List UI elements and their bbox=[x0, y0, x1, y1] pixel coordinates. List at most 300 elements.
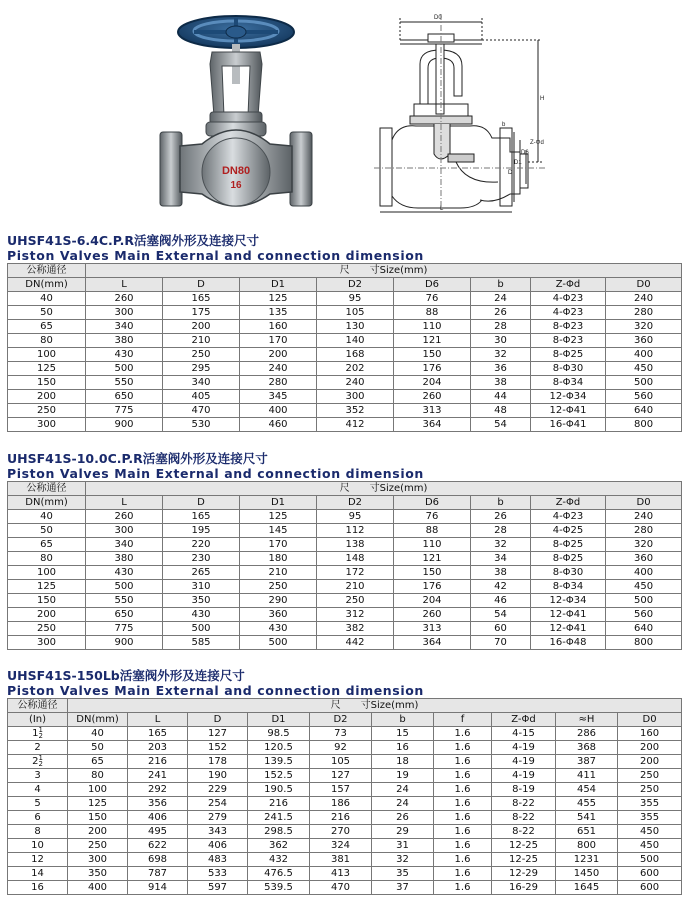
table-cell: 168 bbox=[317, 348, 394, 362]
table-cell: 300 bbox=[86, 524, 163, 538]
column-header: D bbox=[188, 713, 248, 727]
column-header: D bbox=[163, 496, 240, 510]
table-cell: 152.5 bbox=[248, 769, 310, 783]
table-cell: 360 bbox=[606, 552, 682, 566]
table-cell: 530 bbox=[163, 418, 240, 432]
table-cell: 622 bbox=[128, 839, 188, 853]
table-cell: 24 bbox=[471, 292, 531, 306]
table-cell: 210 bbox=[240, 566, 317, 580]
table-row bbox=[8, 390, 682, 404]
column-header: b bbox=[372, 713, 434, 727]
table-cell: 203 bbox=[128, 741, 188, 755]
table-cell: 73 bbox=[310, 727, 372, 741]
table-cell: 12-Φ34 bbox=[531, 390, 606, 404]
table-cell: 250 bbox=[240, 580, 317, 594]
table-cell: 165 bbox=[163, 510, 240, 524]
table-cell: 38 bbox=[471, 376, 531, 390]
table-cell: 95 bbox=[317, 292, 394, 306]
table-row bbox=[8, 510, 682, 524]
table-cell: 95 bbox=[317, 510, 394, 524]
drawing-label-l: L bbox=[440, 206, 444, 212]
table-row bbox=[8, 797, 682, 811]
table-row bbox=[8, 334, 682, 348]
table-cell: 160 bbox=[618, 727, 682, 741]
table-cell: 121 bbox=[394, 552, 471, 566]
table-row bbox=[8, 839, 682, 853]
table-cell: 8-Φ25 bbox=[531, 348, 606, 362]
row-label-cell: 100 bbox=[8, 566, 86, 580]
table-cell: 381 bbox=[310, 853, 372, 867]
table-cell: 470 bbox=[163, 404, 240, 418]
table-cell: 110 bbox=[394, 320, 471, 334]
row-label-cell: 200 bbox=[8, 608, 86, 622]
table-cell: 250 bbox=[163, 348, 240, 362]
table-cell: 229 bbox=[188, 783, 248, 797]
row-label-cell: 300 bbox=[8, 418, 86, 432]
table-row bbox=[8, 727, 682, 741]
column-header: L bbox=[86, 496, 163, 510]
table-title-cn: UHSF41S-150Lb活塞阀外形及连接尺寸 bbox=[7, 668, 245, 683]
table-cell: 170 bbox=[240, 538, 317, 552]
table-row bbox=[8, 362, 682, 376]
table-cell: 250 bbox=[317, 594, 394, 608]
table-cell: 105 bbox=[317, 306, 394, 320]
table-cell: 400 bbox=[240, 404, 317, 418]
table-cell: 195 bbox=[163, 524, 240, 538]
table-cell: 1.6 bbox=[434, 741, 492, 755]
table-row bbox=[8, 853, 682, 867]
table-cell: 12-25 bbox=[492, 853, 556, 867]
row-label-cell: 80 bbox=[8, 334, 86, 348]
table-cell: 345 bbox=[240, 390, 317, 404]
dn-header: DN(mm) bbox=[8, 496, 86, 510]
column-header: ≈H bbox=[556, 713, 618, 727]
drawing-label-d0: D0 bbox=[434, 15, 442, 21]
table-cell: 411 bbox=[556, 769, 618, 783]
size-header: 尺 寸Size(mm) bbox=[86, 482, 682, 496]
table-row bbox=[8, 292, 682, 306]
table-cell: 44 bbox=[471, 390, 531, 404]
table-cell: 176 bbox=[394, 580, 471, 594]
table-cell: 650 bbox=[86, 390, 163, 404]
dimension-table bbox=[7, 481, 682, 650]
table-title-cn: UHSF41S-10.0C.P.R活塞阀外形及连接尺寸 bbox=[7, 451, 268, 466]
row-label-cell: 4 bbox=[8, 783, 68, 797]
table-cell: 430 bbox=[163, 608, 240, 622]
table-row bbox=[8, 769, 682, 783]
table-cell: 32 bbox=[471, 538, 531, 552]
table-cell: 495 bbox=[128, 825, 188, 839]
table-row bbox=[8, 867, 682, 881]
table-cell: 30 bbox=[471, 334, 531, 348]
table-row bbox=[8, 594, 682, 608]
table-cell: 8-Φ34 bbox=[531, 376, 606, 390]
table-cell: 18 bbox=[372, 755, 434, 769]
table-cell: 430 bbox=[240, 622, 317, 636]
table-cell: 54 bbox=[471, 608, 531, 622]
table-row bbox=[8, 636, 682, 650]
table-cell: 450 bbox=[606, 362, 682, 376]
table-cell: 600 bbox=[618, 867, 682, 881]
table-cell: 405 bbox=[163, 390, 240, 404]
table-row bbox=[8, 418, 682, 432]
table-cell: 28 bbox=[471, 524, 531, 538]
table-cell: 500 bbox=[606, 376, 682, 390]
table-cell: 250 bbox=[618, 769, 682, 783]
table-row bbox=[8, 741, 682, 755]
column-header: D0 bbox=[618, 713, 682, 727]
table-cell: 12-Φ41 bbox=[531, 622, 606, 636]
table-cell: 364 bbox=[394, 636, 471, 650]
nominal-size-header: 公称通径 bbox=[8, 699, 68, 713]
table-cell: 32 bbox=[471, 348, 531, 362]
table-cell: 127 bbox=[310, 769, 372, 783]
table-cell: 200 bbox=[618, 741, 682, 755]
table-title-cn: UHSF41S-6.4C.P.R活塞阀外形及连接尺寸 bbox=[7, 233, 260, 248]
table-cell: 176 bbox=[394, 362, 471, 376]
table-cell: 139.5 bbox=[248, 755, 310, 769]
table-cell: 500 bbox=[618, 853, 682, 867]
table-cell: 500 bbox=[606, 594, 682, 608]
table-section-6-4 bbox=[7, 233, 681, 432]
table-row bbox=[8, 881, 682, 895]
table-cell: 37 bbox=[372, 881, 434, 895]
table-cell: 364 bbox=[394, 418, 471, 432]
table-row bbox=[8, 552, 682, 566]
table-cell: 1.6 bbox=[434, 867, 492, 881]
table-cell: 292 bbox=[128, 783, 188, 797]
table-cell: 54 bbox=[471, 418, 531, 432]
column-header: D1 bbox=[240, 496, 317, 510]
table-cell: 380 bbox=[86, 552, 163, 566]
drawing-label-d6: D6 bbox=[521, 150, 529, 156]
table-cell: 241.5 bbox=[248, 811, 310, 825]
table-cell: 1.6 bbox=[434, 727, 492, 741]
table-cell: 148 bbox=[317, 552, 394, 566]
table-cell: 279 bbox=[188, 811, 248, 825]
table-cell: 110 bbox=[394, 538, 471, 552]
drawing-label-b: b bbox=[502, 122, 506, 128]
table-cell: 1.6 bbox=[434, 769, 492, 783]
table-cell: 775 bbox=[86, 622, 163, 636]
table-cell: 450 bbox=[618, 825, 682, 839]
table-cell: 1.6 bbox=[434, 881, 492, 895]
dn-header: DN(mm) bbox=[68, 713, 128, 727]
table-cell: 8-22 bbox=[492, 811, 556, 825]
table-cell: 150 bbox=[394, 566, 471, 580]
row-label-cell: 5 bbox=[8, 797, 68, 811]
table-cell: 216 bbox=[128, 755, 188, 769]
row-label-cell: 125 bbox=[8, 580, 86, 594]
table-cell: 387 bbox=[556, 755, 618, 769]
column-header: Z-Φd bbox=[531, 278, 606, 292]
table-cell: 250 bbox=[618, 783, 682, 797]
column-header: D1 bbox=[240, 278, 317, 292]
table-row bbox=[8, 783, 682, 797]
table-row bbox=[8, 404, 682, 418]
table-row bbox=[8, 306, 682, 320]
table-cell: 560 bbox=[606, 390, 682, 404]
table-cell: 8-Φ30 bbox=[531, 362, 606, 376]
table-cell: 500 bbox=[240, 636, 317, 650]
table-cell: 240 bbox=[606, 292, 682, 306]
table-cell: 900 bbox=[86, 418, 163, 432]
table-cell: 152 bbox=[188, 741, 248, 755]
table-cell: 280 bbox=[606, 524, 682, 538]
table-cell: 121 bbox=[394, 334, 471, 348]
table-cell: 310 bbox=[163, 580, 240, 594]
table-row bbox=[8, 811, 682, 825]
photo-marking-pn: 16 bbox=[230, 180, 242, 191]
table-cell: 19 bbox=[372, 769, 434, 783]
table-row bbox=[8, 524, 682, 538]
table-cell: 190.5 bbox=[248, 783, 310, 797]
table-cell: 340 bbox=[86, 538, 163, 552]
table-cell: 200 bbox=[240, 348, 317, 362]
table-cell: 541 bbox=[556, 811, 618, 825]
table-cell: 270 bbox=[310, 825, 372, 839]
table-cell: 430 bbox=[86, 566, 163, 580]
drawing-label-d1: D1 bbox=[514, 160, 522, 166]
table-cell: 640 bbox=[606, 622, 682, 636]
table-cell: 32 bbox=[372, 853, 434, 867]
table-cell: 8-Φ25 bbox=[531, 538, 606, 552]
table-cell: 340 bbox=[163, 376, 240, 390]
table-cell: 1645 bbox=[556, 881, 618, 895]
table-cell: 160 bbox=[240, 320, 317, 334]
table-cell: 4-Φ23 bbox=[531, 292, 606, 306]
table-cell: 442 bbox=[317, 636, 394, 650]
table-cell: 286 bbox=[556, 727, 618, 741]
row-label-cell: 150 bbox=[8, 594, 86, 608]
table-cell: 350 bbox=[163, 594, 240, 608]
table-cell: 500 bbox=[163, 622, 240, 636]
table-cell: 476.5 bbox=[248, 867, 310, 881]
table-row bbox=[8, 755, 682, 769]
table-cell: 324 bbox=[310, 839, 372, 853]
table-cell: 120.5 bbox=[248, 741, 310, 755]
table-cell: 1.6 bbox=[434, 797, 492, 811]
table-cell: 26 bbox=[471, 306, 531, 320]
table-title-en: Piston Valves Main External and connection dimension bbox=[7, 683, 424, 698]
table-cell: 265 bbox=[163, 566, 240, 580]
table-cell: 50 bbox=[68, 741, 128, 755]
table-section-10-0 bbox=[7, 451, 681, 650]
table-cell: 430 bbox=[86, 348, 163, 362]
table-cell: 4-19 bbox=[492, 769, 556, 783]
table-cell: 24 bbox=[372, 797, 434, 811]
table-title-en: Piston Valves Main External and connection dimension bbox=[7, 466, 424, 481]
valve-section-drawing bbox=[370, 4, 585, 216]
column-header: D2 bbox=[317, 278, 394, 292]
table-cell: 900 bbox=[86, 636, 163, 650]
table-cell: 313 bbox=[394, 622, 471, 636]
table-cell: 260 bbox=[394, 390, 471, 404]
table-cell: 180 bbox=[240, 552, 317, 566]
table-cell: 80 bbox=[68, 769, 128, 783]
table-cell: 355 bbox=[618, 797, 682, 811]
table-cell: 360 bbox=[240, 608, 317, 622]
drawing-label-zd: Z-Φd bbox=[530, 140, 544, 146]
table-cell: 42 bbox=[471, 580, 531, 594]
table-cell: 230 bbox=[163, 552, 240, 566]
table-cell: 240 bbox=[240, 362, 317, 376]
dimension-table bbox=[7, 263, 682, 432]
row-label-cell: 65 bbox=[8, 320, 86, 334]
table-row bbox=[8, 825, 682, 839]
row-label-cell: 300 bbox=[8, 636, 86, 650]
table-cell: 8-Φ34 bbox=[531, 580, 606, 594]
row-label-cell: 40 bbox=[8, 510, 86, 524]
row-label-cell: 65 bbox=[8, 538, 86, 552]
table-cell: 34 bbox=[471, 552, 531, 566]
table-cell: 210 bbox=[163, 334, 240, 348]
table-cell: 254 bbox=[188, 797, 248, 811]
column-header: D0 bbox=[606, 496, 682, 510]
inch-header: (In) bbox=[8, 713, 68, 727]
table-cell: 26 bbox=[372, 811, 434, 825]
table-cell: 241 bbox=[128, 769, 188, 783]
table-cell: 914 bbox=[128, 881, 188, 895]
table-cell: 698 bbox=[128, 853, 188, 867]
table-cell: 48 bbox=[471, 404, 531, 418]
table-cell: 175 bbox=[163, 306, 240, 320]
row-label-cell: 40 bbox=[8, 292, 86, 306]
table-cell: 483 bbox=[188, 853, 248, 867]
table-cell: 170 bbox=[240, 334, 317, 348]
table-cell: 340 bbox=[86, 320, 163, 334]
table-header-row bbox=[8, 699, 682, 713]
row-label-cell: 250 bbox=[8, 404, 86, 418]
table-cell: 200 bbox=[163, 320, 240, 334]
table-cell: 8-Φ30 bbox=[531, 566, 606, 580]
table-cell: 100 bbox=[68, 783, 128, 797]
table-cell: 400 bbox=[68, 881, 128, 895]
table-cell: 12-Φ34 bbox=[531, 594, 606, 608]
row-label-cell: 8 bbox=[8, 825, 68, 839]
table-cell: 28 bbox=[471, 320, 531, 334]
table-cell: 35 bbox=[372, 867, 434, 881]
table-cell: 651 bbox=[556, 825, 618, 839]
row-label-cell: 16 bbox=[8, 881, 68, 895]
table-cell: 352 bbox=[317, 404, 394, 418]
table-cell: 362 bbox=[248, 839, 310, 853]
table-cell: 8-19 bbox=[492, 783, 556, 797]
table-cell: 800 bbox=[556, 839, 618, 853]
table-cell: 550 bbox=[86, 594, 163, 608]
table-cell: 550 bbox=[86, 376, 163, 390]
table-cell: 412 bbox=[317, 418, 394, 432]
table-cell: 130 bbox=[317, 320, 394, 334]
table-cell: 65 bbox=[68, 755, 128, 769]
column-header: b bbox=[471, 496, 531, 510]
table-cell: 380 bbox=[86, 334, 163, 348]
table-row bbox=[8, 538, 682, 552]
table-cell: 145 bbox=[240, 524, 317, 538]
column-header: L bbox=[128, 713, 188, 727]
table-row bbox=[8, 376, 682, 390]
column-header: Z-Φd bbox=[531, 496, 606, 510]
table-cell: 1.6 bbox=[434, 839, 492, 853]
table-cell: 454 bbox=[556, 783, 618, 797]
valve-photo bbox=[150, 4, 320, 212]
table-cell: 298.5 bbox=[248, 825, 310, 839]
table-cell: 186 bbox=[310, 797, 372, 811]
table-cell: 1450 bbox=[556, 867, 618, 881]
table-cell: 250 bbox=[68, 839, 128, 853]
table-cell: 4-Φ23 bbox=[531, 510, 606, 524]
photo-marking-dn: DN80 bbox=[221, 165, 251, 177]
row-label-cell: 50 bbox=[8, 524, 86, 538]
table-cell: 260 bbox=[394, 608, 471, 622]
table-cell: 204 bbox=[394, 376, 471, 390]
table-cell: 16-Φ48 bbox=[531, 636, 606, 650]
table-cell: 533 bbox=[188, 867, 248, 881]
table-row bbox=[8, 622, 682, 636]
table-cell: 650 bbox=[86, 608, 163, 622]
table-cell: 300 bbox=[68, 853, 128, 867]
table-cell: 1.6 bbox=[434, 755, 492, 769]
column-header: D6 bbox=[394, 496, 471, 510]
table-cell: 125 bbox=[68, 797, 128, 811]
table-cell: 8-22 bbox=[492, 797, 556, 811]
table-cell: 313 bbox=[394, 404, 471, 418]
table-cell: 8-Φ25 bbox=[531, 552, 606, 566]
table-cell: 190 bbox=[188, 769, 248, 783]
row-label-cell: 50 bbox=[8, 306, 86, 320]
table-cell: 450 bbox=[606, 580, 682, 594]
table-cell: 413 bbox=[310, 867, 372, 881]
table-cell: 432 bbox=[248, 853, 310, 867]
table-cell: 8-Φ23 bbox=[531, 320, 606, 334]
table-cell: 260 bbox=[86, 510, 163, 524]
table-cell: 200 bbox=[618, 755, 682, 769]
table-cell: 46 bbox=[471, 594, 531, 608]
table-cell: 60 bbox=[471, 622, 531, 636]
table-cell: 1.6 bbox=[434, 825, 492, 839]
table-cell: 1.6 bbox=[434, 811, 492, 825]
table-cell: 585 bbox=[163, 636, 240, 650]
table-cell: 775 bbox=[86, 404, 163, 418]
table-cell: 455 bbox=[556, 797, 618, 811]
row-label-cell: 10 bbox=[8, 839, 68, 853]
table-cell: 157 bbox=[310, 783, 372, 797]
table-cell: 16-Φ41 bbox=[531, 418, 606, 432]
table-cell: 343 bbox=[188, 825, 248, 839]
column-header: L bbox=[86, 278, 163, 292]
table-cell: 40 bbox=[68, 727, 128, 741]
table-cell: 280 bbox=[606, 306, 682, 320]
row-label-cell: 12 bbox=[8, 853, 68, 867]
table-cell: 500 bbox=[86, 362, 163, 376]
nominal-size-header: 公称通径 bbox=[8, 482, 86, 496]
row-label-cell: 100 bbox=[8, 348, 86, 362]
size-header: 尺 寸Size(mm) bbox=[86, 264, 682, 278]
table-cell: 38 bbox=[471, 566, 531, 580]
table-cell: 88 bbox=[394, 306, 471, 320]
table-cell: 320 bbox=[606, 320, 682, 334]
row-label-cell: 14 bbox=[8, 867, 68, 881]
table-title-en: Piston Valves Main External and connection dimension bbox=[7, 248, 424, 263]
table-cell: 500 bbox=[86, 580, 163, 594]
row-label-cell: 6 bbox=[8, 811, 68, 825]
dn-header: DN(mm) bbox=[8, 278, 86, 292]
table-cell: 350 bbox=[68, 867, 128, 881]
table-cell: 4-Φ25 bbox=[531, 524, 606, 538]
row-label-cell: 3 bbox=[8, 769, 68, 783]
table-cell: 312 bbox=[317, 608, 394, 622]
dimension-table bbox=[7, 698, 682, 895]
